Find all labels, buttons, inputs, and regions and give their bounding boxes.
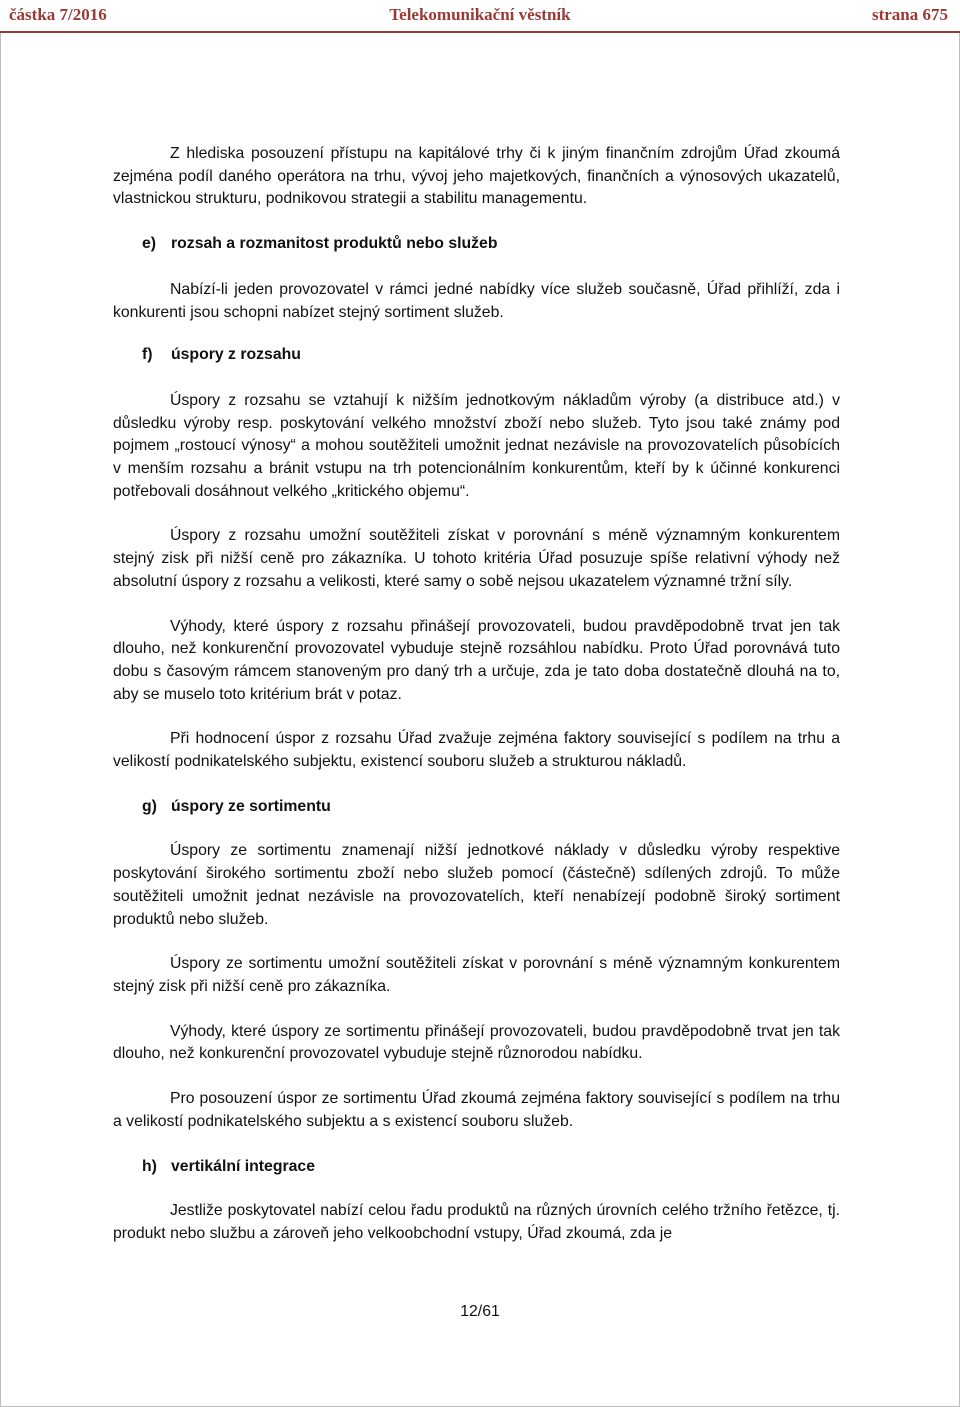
- section-g-paragraph: Úspory ze sortimentu znamenají nižší jednotkové náklady v důsledku výroby respektive poskytování širokého sortimentu zboží nebo služeb pomocí (částečně) sdílených zdrojů. To může soutěžiteli umožnit jednat nezávisle na provozovatelích, kteří nenabízejí podobně široký sortiment produktů nebo služeb.: [113, 842, 840, 928]
- issue-number: částka 7/2016: [9, 5, 107, 24]
- page-header: [0, 0, 960, 33]
- section-f-title: úspory z rozsahu: [171, 346, 301, 364]
- section-h-label: h): [142, 1157, 157, 1175]
- section-g-paragraph: Úspory ze sortimentu umožní soutěžiteli získat v porovnání s méně významným konkurentem stejný zisk při nižší ceně pro zákazníka.: [113, 955, 840, 995]
- section-f-paragraph: Úspory z rozsahu umožní soutěžiteli získat v porovnání s méně významným konkurentem stejný zisk při nižší ceně pro zákazníka. U tohoto kritéria Úřad posuzuje spíše relativní výhody než absolutní úspory z rozsahu a velikosti, které samy o sobě nejsou ukazatelem významné tržní síly.: [113, 527, 840, 590]
- page-number: 12/61: [460, 1303, 500, 1320]
- journal-title: Telekomunikační věstník: [389, 5, 571, 24]
- document-body: [113, 143, 840, 1246]
- intro-paragraph: Z hlediska posouzení přístupu na kapitálové trhy či k jiným finančním zdrojům Úřad zkoumá zejména podíl daného operátora na trhu, vývoj jeho majetkových, finančních a výnosových ukazatelů, vlastnickou strukturu, podnikovou strategii a stabilitu managementu.: [113, 145, 840, 208]
- section-g-title: úspory ze sortimentu: [171, 797, 331, 815]
- section-g-label: g): [142, 797, 157, 815]
- section-f-paragraph: Úspory z rozsahu se vztahují k nižším jednotkovým nákladům výroby (a distribuce atd.) v důsledku výroby resp. poskytování velkého množství zboží nebo služeb. Tyto jsou také známy pod pojmem „rostoucí výnosy“ a mohou soutěžiteli umožnit jednat nezávisle na provozovatelích působících v menším rozsahu a bránit vstupu na trh potencionálním konkurentům, kteří by k účinné konkurenci potřebovali dosáhnout velkého „kritického objemu“.: [113, 391, 840, 500]
- section-h-title: vertikální integrace: [171, 1157, 315, 1175]
- section-h-paragraph: Jestliže poskytovatel nabízí celou řadu produktů na různých úrovních celého tržního řetězce, tj. produkt nebo službu a zároveň jeho velkoobchodní vstupy, Úřad zkoumá, zda je: [113, 1202, 840, 1242]
- section-f-paragraph: Výhody, které úspory z rozsahu přinášejí provozovateli, budou pravděpodobně trvat jen tak dlouho, než konkurenční provozovatel vybuduje stejně rozsáhlou nabídku. Proto Úřad porovnává tuto dobu s časovým rámcem stanoveným pro daný trh a určuje, zda je tato doba dostatečně dlouhá na to, aby se muselo toto kritérium brát v potaz.: [113, 617, 840, 703]
- section-e-title: rozsah a rozmanitost produktů nebo služeb: [171, 235, 498, 253]
- section-e-paragraph: Nabízí-li jeden provozovatel v rámci jedné nabídky více služeb současně, Úřad přihlíží, zda i konkurenti jsou schopni nabízet stejný sortiment služeb.: [113, 280, 840, 321]
- section-f-paragraph: Při hodnocení úspor z rozsahu Úřad zvažuje zejména faktory související s podílem na trhu a velikostí podnikatelského subjektu, existencí souboru služeb a strukturou nákladů.: [113, 730, 840, 771]
- section-e-label: e): [142, 235, 157, 253]
- section-g-paragraph: Pro posouzení úspor ze sortimentu Úřad zkoumá zejména faktory související s podílem na trhu a velikostí podnikatelského subjektu a s existencí souboru služeb.: [113, 1090, 840, 1130]
- section-f-label: f): [142, 346, 153, 364]
- section-f-heading: [113, 344, 840, 367]
- section-g-paragraph: Výhody, které úspory ze sortimentu přinášejí provozovateli, budou pravděpodobně trvat jen tak dlouho, než konkurenční provozovatel vybuduje stejně různorodou nabídku.: [113, 1022, 840, 1063]
- section-h-heading: [113, 1156, 840, 1179]
- section-g-heading: [113, 796, 840, 819]
- section-e-heading: [113, 233, 840, 256]
- page-label: strana 675: [871, 5, 948, 24]
